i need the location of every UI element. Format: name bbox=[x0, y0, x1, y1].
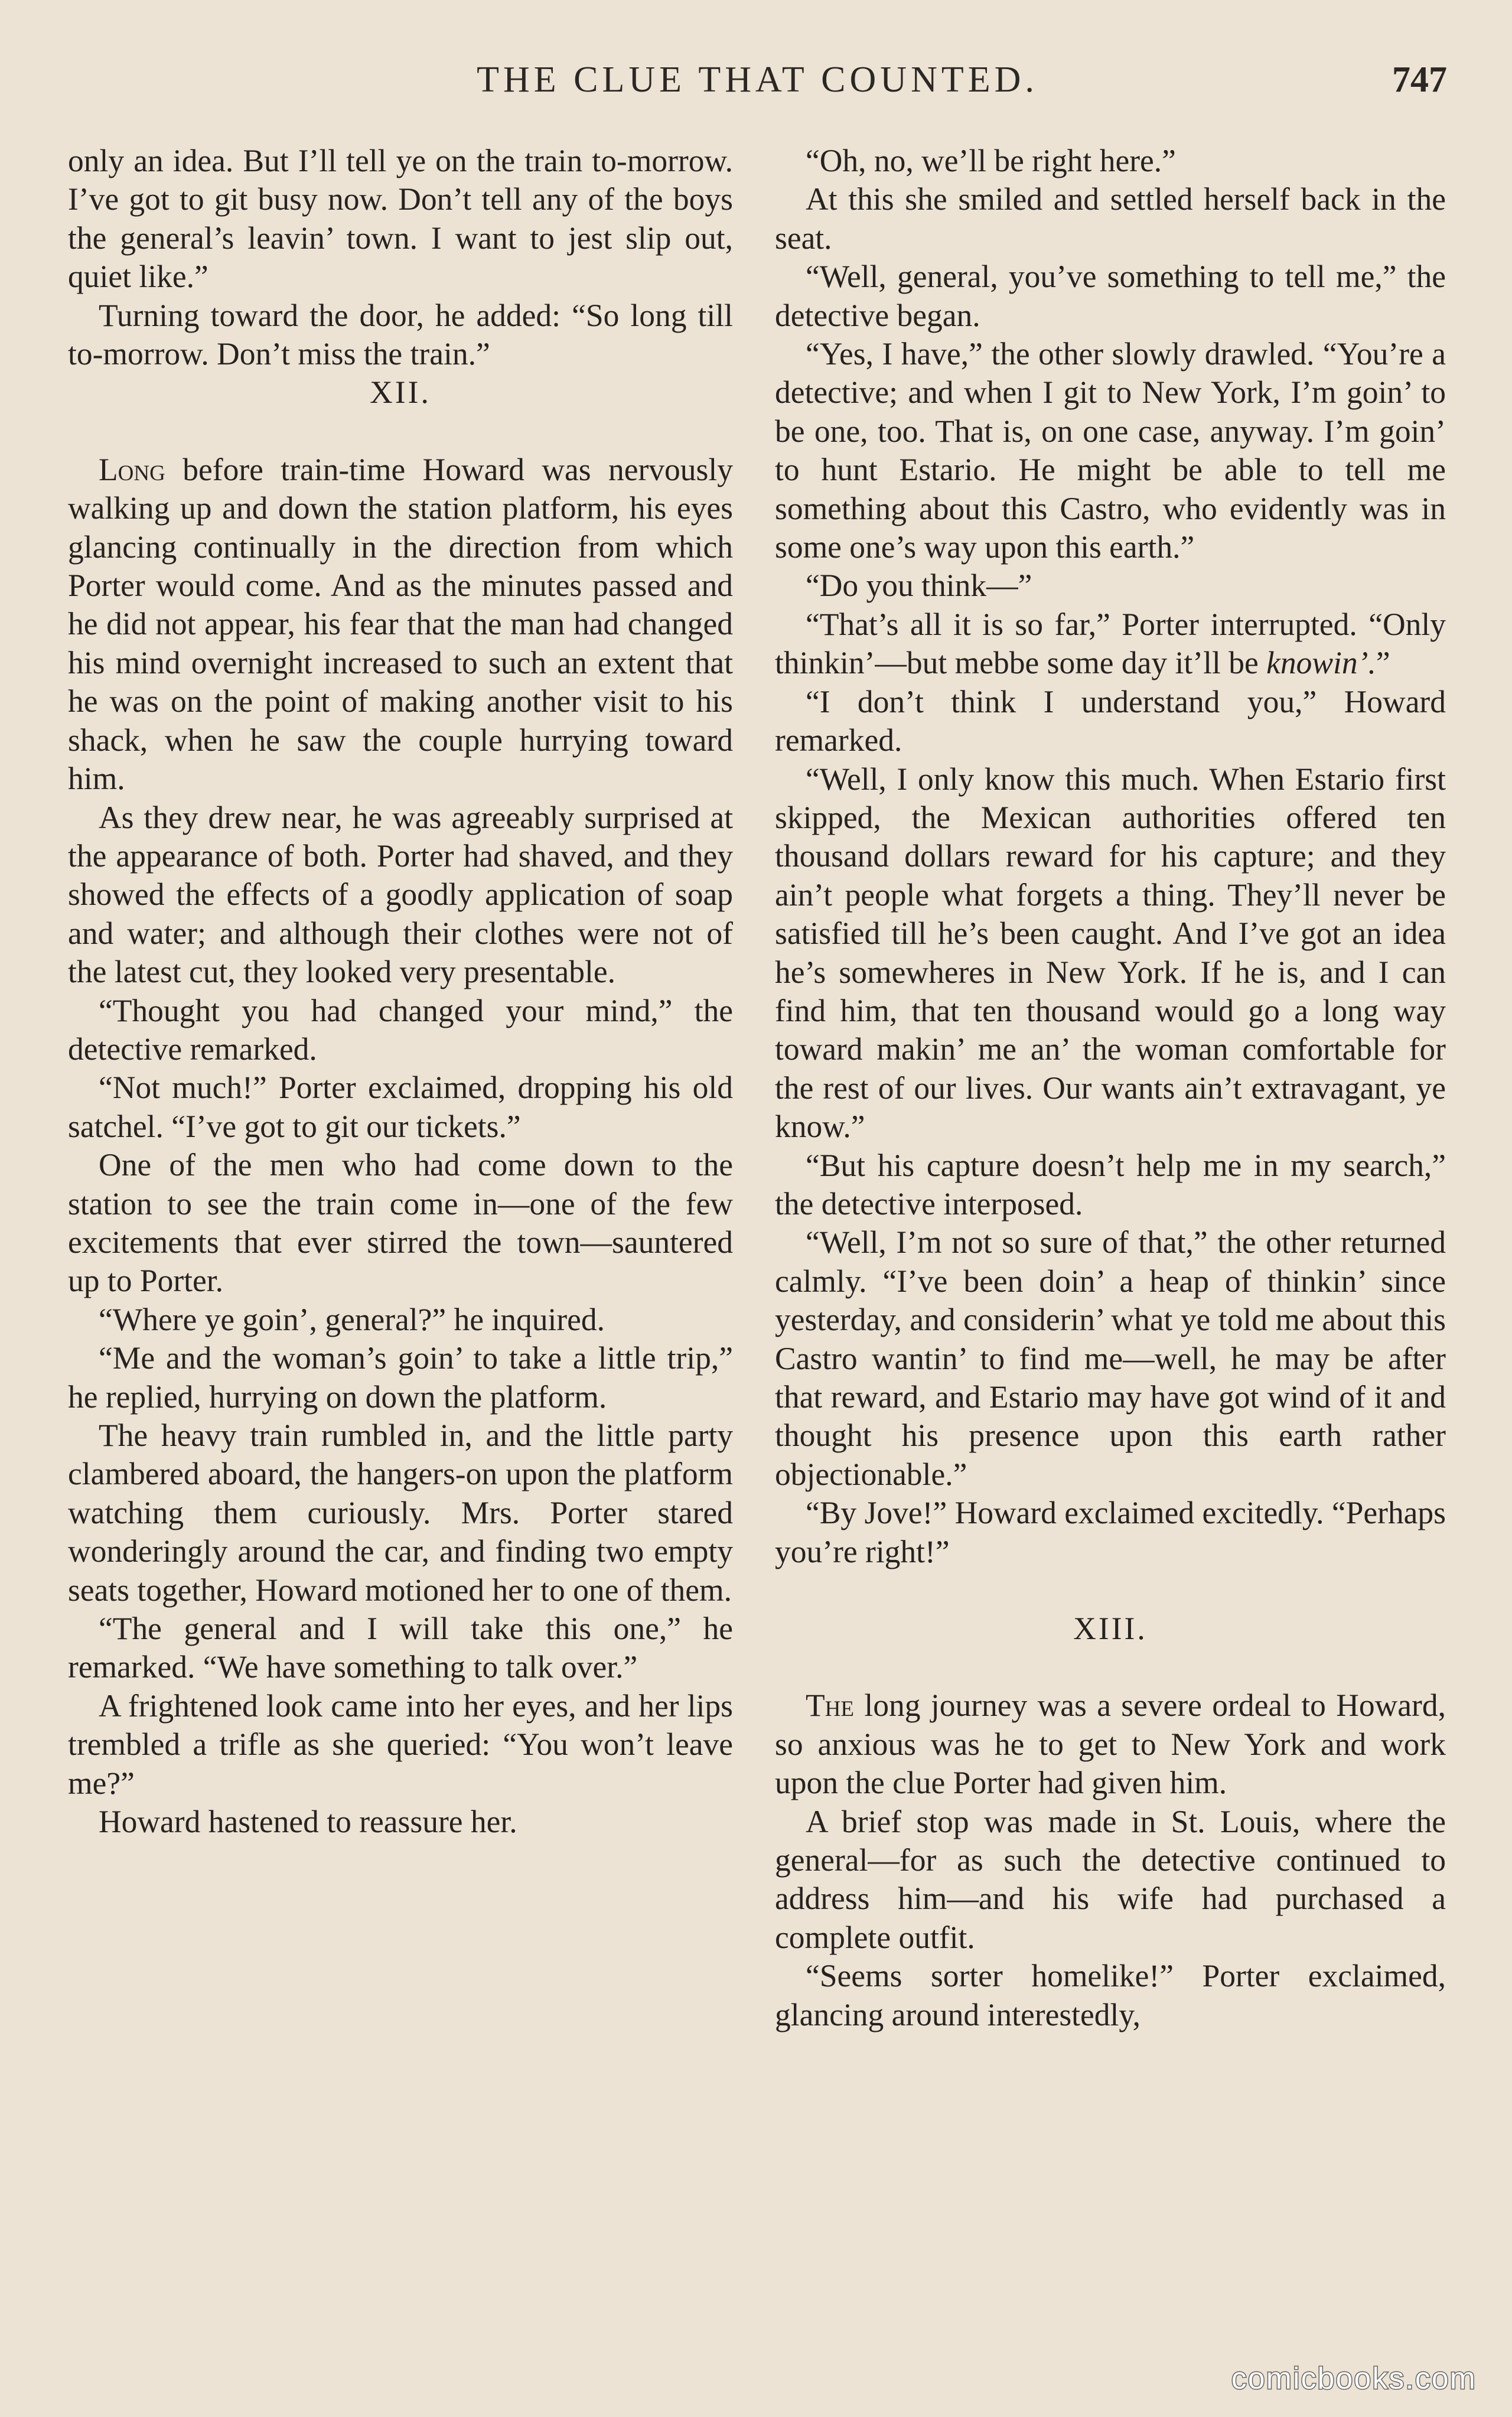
paragraph-text: before train-time Howard was nervously walking up and down the station platform, his eyes glancing continually in the direction from which Porter would come. And as the minutes passed and he did not appear, his fear that the man had changed his mind overnight increased to such an extent that he was on the point of making another visit to his shack, when he saw the couple hurrying toward him. bbox=[68, 451, 733, 797]
paragraph-text: ” bbox=[1376, 645, 1390, 681]
paragraph: “Well, I’m not so sure of that,” the other returned calmly. “I’ve been doin’ a heap of thinkin’ since yesterday, and considerin’ what ye told me about this Castro wantin’ to find me—well, he may be after that reward, and Estario may have got wind of it and thought his presence upon this earth rather objectionable.” bbox=[775, 1224, 1446, 1492]
paragraph: “The general and I will take this one,” he remarked. “We have something to talk over.” bbox=[68, 1611, 733, 1685]
paragraph-text: long journey was a severe ordeal to Howard, so anxious was he to get to New York and work upon the clue Porter had given him. bbox=[775, 1688, 1446, 1801]
right-column bbox=[775, 142, 1446, 2034]
watermark-logo: comicbooks.com bbox=[1231, 2361, 1477, 2396]
paragraph: At this she smiled and settled herself back in the seat. bbox=[775, 181, 1446, 256]
lead-word: The bbox=[806, 1688, 855, 1724]
paragraph: One of the men who had come down to the station to see the train come in—one of the few excitements that ever stirred the town—sauntered up to Porter. bbox=[68, 1147, 733, 1299]
paragraph-text: “That’s all it is so far,” Porter interrupted. “Only thinkin’—but mebbe some day it’ll be bbox=[775, 606, 1446, 681]
left-column bbox=[68, 142, 733, 1841]
paragraph: As they drew near, he was agreeably surprised at the appearance of both. Porter had shaved, and they showed the effects of a goodly application of soap and water; and although their clothes were not of the latest cut, they looked very presentable. bbox=[68, 799, 733, 990]
paragraph bbox=[775, 605, 1446, 683]
running-title: THE CLUE THAT COUNTED. bbox=[477, 60, 1038, 100]
paragraph: “Well, I only know this much. When Estario first skipped, the Mexican authorities offered ten thousand dollars reward for his capture; and they ain’t people what forgets a thing. They’ll never be satisfied till he’s been caught. And I’ve got an idea he’s somewheres in New York. If he is, and I can find him, that ten thousand would go a long way toward makin’ me an’ the woman comfortable for the rest of our lives. Our wants ain’t extravagant, ye know.” bbox=[775, 761, 1446, 1145]
paragraph: “Not much!” Porter exclaimed, dropping his old satchel. “I’ve got to git our tickets.” bbox=[68, 1070, 733, 1144]
page-header bbox=[68, 56, 1447, 103]
lead-word: Long bbox=[99, 451, 165, 487]
paragraph bbox=[68, 451, 733, 799]
paragraph: “By Jove!” Howard exclaimed excitedly. “Perhaps you’re right!” bbox=[775, 1495, 1446, 1569]
paragraph: “Thought you had changed your mind,” the detective remarked. bbox=[68, 992, 733, 1067]
paragraph: “Yes, I have,” the other slowly drawled. “You’re a detective; and when I git to New York, I’m goin’ to be one, too. That is, on one case, anyway. I’m goin’ to hunt Estario. He might be able to tell me something about this Castro, who evidently was in some one’s way upon this earth.” bbox=[775, 336, 1446, 565]
paragraph: Howard hastened to reassure her. bbox=[99, 1804, 517, 1840]
paragraph bbox=[775, 1686, 1446, 1802]
paragraph: “Where ye goin’, general?” he inquired. bbox=[99, 1301, 605, 1337]
paragraph: “Me and the woman’s goin’ to take a little trip,” he replied, hurrying on down the platform. bbox=[68, 1340, 733, 1415]
paragraph: “Seems sorter homelike!” Porter exclaimed, glancing around interestedly, bbox=[775, 1958, 1446, 2032]
page-number: 747 bbox=[1392, 60, 1447, 100]
paragraph: The heavy train rumbled in, and the little party clambered aboard, the hangers-on upon the platform watching them curiously. Mrs. Porter stared wonderingly around the car, and finding two empty seats together, Howard motioned her to one of them. bbox=[68, 1418, 733, 1608]
paragraph: only an idea. But I’ll tell ye on the train to-morrow. I’ve got to git busy now. Don’t tell any of the boys the general’s leavin’ town. I want to jest slip out, quiet like.” bbox=[68, 143, 733, 295]
paragraph: “Oh, no, we’ll be right here.” bbox=[806, 143, 1176, 178]
chapter-heading-xii: XII. bbox=[370, 374, 431, 411]
chapter-heading-xiii: XIII. bbox=[1073, 1611, 1148, 1647]
paragraph: “Do you think—” bbox=[806, 568, 1032, 604]
paragraph: “I don’t think I understand you,” Howard remarked. bbox=[775, 683, 1446, 758]
paragraph: A brief stop was made in St. Louis, where the general—for as such the detective continued to address him—and his wife had purchased a complete outfit. bbox=[775, 1803, 1446, 1955]
paragraph: “Well, general, you’ve something to tell me,” the detective began. bbox=[775, 259, 1446, 333]
paragraph: “But his capture doesn’t help me in my search,” the detective interposed. bbox=[775, 1147, 1446, 1221]
paragraph: Turning toward the door, he added: “So long till to-morrow. Don’t miss the train.” bbox=[68, 297, 733, 372]
emphasis-text: knowin’. bbox=[1266, 645, 1376, 681]
paragraph: A frightened look came into her eyes, and her lips trembled a trifle as she queried: “You won’t leave me?” bbox=[68, 1688, 733, 1801]
